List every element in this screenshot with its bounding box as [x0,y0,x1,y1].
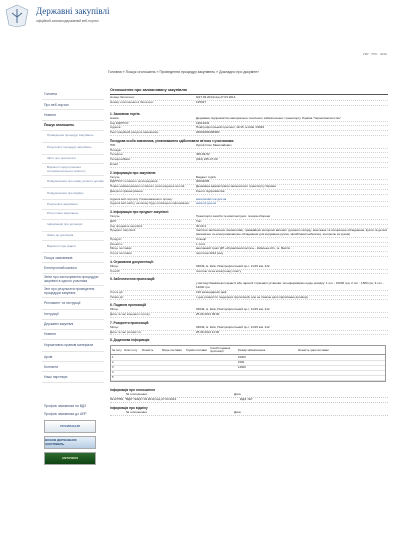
field-value: 26001066296980 [196,130,220,135]
column-header: Кількість грані поставки [298,348,329,352]
announcement-row [110,398,388,403]
field-label: Email: [110,161,119,166]
sidebar-item[interactable]: Новини [42,110,104,120]
field-value: 9(27.03.2014) від 27.03.2014 [196,95,236,100]
sidebar-item[interactable]: Повідомлення про намір укласти договір [42,176,104,188]
table-cell: 5 [112,376,114,380]
field-value: протягом 2014 року [196,251,224,256]
field-value: вантажний пункт ДП «Укрзалізничпостач» - Київська обл., м. Фастів [196,246,290,251]
field-label: Дата та час кінцевого строку: [110,312,151,317]
section-title: Посадова особа замовника, уповноважена здійснювати зв'язок з учасниками: [110,138,235,143]
section-title: 7. Розкриття пропозицій [110,320,149,325]
site-title: Державні закупівлі [36,6,110,16]
title-divider [110,94,388,95]
field-row [110,296,388,301]
field-label: Місце: [110,307,119,312]
field-label: Посада: [110,147,122,152]
sidebar-item[interactable]: Контакти [42,362,104,372]
sidebar-item[interactable]: Зміни до договорів [42,232,104,242]
section-title: Інформація про відміну [110,406,148,411]
field-value: (044) 245-47-09 [196,157,218,162]
field-label: Умови дії: [110,294,124,299]
field-label: Номер оголошення в бюлетені: [110,100,154,105]
table-cell: 14000 [238,366,246,370]
field-link[interactable]: www.tender.me.gov.ua [196,196,227,201]
table-cell: 2 [112,360,114,364]
column-header: Термін поставки [186,348,208,352]
field-label: ДКП: [110,218,117,223]
field-value: Тип: [196,218,202,223]
field-value: Повітрофлотський проспект, 11/15, м.Київ, 03049 [196,125,265,130]
field-value: 120 календарних днів [196,289,227,294]
field-row [110,252,388,257]
field-value: 1 лота [196,241,205,246]
field-label: Адреса веб-порталу Уповноваженого органу: [110,196,173,201]
field-value: 03049, м. Київ, Повітрофлотський пр-т, 11/15 кім. 212 [196,307,270,312]
section-title: 2. Інформація про закупівлю [110,170,156,175]
table-cell: 3 [112,366,114,370]
field-value: 25.06.2014 11:00 [196,329,220,334]
sidebar-item[interactable]: Новини [42,330,104,340]
field-value: 465-69-52 [196,152,210,157]
field-label: Строк поставки: [110,251,133,256]
field-value: 125327 [196,100,207,105]
column-header: Спосіб подання пропозиції [210,346,231,354]
sidebar-item[interactable]: Результати процедур закупівель [42,143,104,155]
sidebar-item[interactable]: Пошук оголошень [42,121,104,131]
sidebar-item[interactable]: Архів [42,352,104,362]
lots-table-header [111,346,385,355]
field-label: Місце: [110,324,119,329]
sidebar-item[interactable]: Регламент та інструкції [42,298,104,310]
field-value: у вигляді банківської гарантії або гарантії страхової установи; за інформацією щодо розміру: 1 лот - 15000 грн; 2 лот - 1500 грн; 3 лот - 14000 грн [196,281,384,290]
field-value: з дня розкриття тендерних пропозицій, але не пізніше дати підписання договору [196,294,309,299]
section-title: 4. Отримання документації: [110,259,154,264]
announcement-ref[interactable]: №147581, "ВДЗ" №9(27.03.2014) від 27.03.2014 [110,397,177,402]
table-cell: 4 [112,371,114,375]
document-title: Оголошення про заплановану закупівлю [110,88,187,92]
column-header: Кількість [142,348,154,352]
field-link[interactable]: www.uz.gov.ua [196,201,216,206]
field-row [110,202,388,207]
field-value: Державна адміністрація залізничного транспорту України [196,184,276,189]
sidebar-item[interactable]: Звіти про застосування процедури закупівлі в одного учасника [42,274,104,286]
field-row [110,313,388,318]
column-header: Опис лоту [124,348,138,352]
field-value: Бюджет торгів [196,174,216,179]
lots-table [110,345,386,382]
field-value: 03049, м. Київ, Повітрофлотський пр-т, 11/15 кім. 212 [196,324,270,329]
field-label: Продукт: [110,236,123,241]
column-header: Дата [234,410,241,415]
sidebar-item[interactable]: Відомості щодо рішення Антимонопольного комітету [42,164,104,176]
field-label: Місце поставки: [110,246,133,251]
sidebar-item[interactable]: Інструкції [42,310,104,320]
emblem-icon [4,4,30,28]
lang-ukr-link[interactable]: УКР [362,52,369,56]
field-value: поштою та на електронну пошту [196,268,242,273]
field-label: Кількість: [110,241,123,246]
sidebar-item[interactable]: Пошук замовників [42,253,104,263]
field-value [196,163,388,167]
sidebar-item[interactable]: Головна [42,90,104,100]
banner-area [44,404,100,468]
field-row [110,131,388,136]
column-header: Місце поставки [162,348,182,352]
column-header: № оголошення [126,392,147,397]
field-value: Транспорти засоби та комплектуючі, техніка оборони [196,214,271,219]
column-header: Розмір забезпечення [238,348,266,352]
lang-eng-link[interactable]: ENG [380,52,387,56]
field-label: Адреса веб-сайту, на якому буде розміщено інформацію: [110,201,190,206]
profile-link-vdz[interactable]: Профіль замовника на ВДЗ [44,404,87,408]
announcement-date: ЄДЗ, №7 [240,397,253,402]
sidebar-item[interactable]: Результати закупівель [42,200,104,210]
field-label: Галузь: [110,214,121,219]
field-label: Реєстраційний рахунок замовника: [110,130,159,135]
field-label: Предмет закупівлі: [110,228,136,233]
section-title: 8. Додаткова інформація [110,338,150,343]
sidebar-item[interactable]: Наші партнери [42,372,104,382]
field-value: Державне підприємство матеріально-технічного забезпечення і транспорту Україна "Укрзалізничпостач" [196,115,342,120]
sidebar-item[interactable]: Про веб-портал [42,100,104,110]
field-row [110,229,388,238]
section-title: 1. Замовник торгів. [110,111,141,116]
table-cell: 1 [112,355,114,359]
field-label: ПІБ: [110,142,116,147]
column-header: № лоту [112,348,122,352]
column-header: № оголошення [126,410,147,415]
field-label: Адреса: [110,125,122,130]
field-value [196,149,388,153]
table-cell: 15000 [238,355,246,359]
site-subtitle: офіційний загальнодержавний веб-портал [36,19,99,23]
banner-posylannia[interactable]: ПОСИЛАННЯ [44,420,96,433]
field-label: Код предмета закупівлі: [110,223,144,228]
sidebar-item[interactable]: Звіт про результати проведення процедури закупівлі [42,286,104,298]
field-value: 03049, м. Київ, Повітрофлотський пр-т, 11/15 кім. 212 [196,263,270,268]
site-header [0,0,401,62]
field-label: Код ЄДРПОУ: [110,120,130,125]
field-label: Назва: [110,115,120,120]
sidebar-item[interactable]: Повідомлення про відміну [42,188,104,200]
cancellation-header-row [110,411,388,416]
sidebar-item[interactable]: Державні закупівлі [42,320,104,330]
field-label: Номер бюлетеня: [110,95,135,100]
section-title: 3. Інформація про предмет закупівлі: [110,210,169,215]
document-content [110,88,388,416]
field-label: ЄДРПОУ головного розпорядника: [110,179,159,184]
table-cell: 1500 [238,360,245,364]
section-title: 5. Забезпечення пропозицій [110,277,155,282]
field-row [110,331,388,336]
column-header: Дата [234,392,241,397]
sidebar-item[interactable]: Інформація про договори [42,220,104,232]
banner-antivirus[interactable]: ANTIVIRUS [44,452,96,465]
field-label: Джерело фінансування: [110,188,144,193]
field-value: 19014632 [196,120,210,125]
field-value: 30.20.4 [196,223,207,228]
sidebar-nav [42,90,104,383]
language-links [363,53,387,57]
field-label: Місце: [110,263,119,268]
lang-rus-link[interactable]: РУС [371,52,378,56]
sidebar-item[interactable]: Нормативно-правові матеріали [42,340,104,352]
field-row [110,163,388,168]
profile-link-apr[interactable]: Профіль замовника до АПР [44,412,87,417]
field-label: Дата та час розкриття: [110,329,142,334]
field-label: Строк дії: [110,289,124,294]
section-title: Інформація про оголошення [110,388,155,393]
section-title: 6. Подання пропозицій [110,303,147,308]
banner-visnyk[interactable]: ВІСНИК ДЕРЖАВНИХ ЗАКУПІВЕЛЬ [44,436,96,449]
table-row [111,376,385,381]
field-value: 25.06.2014 09:00 [196,312,220,317]
field-value: 00034095 [196,179,210,184]
field-label: Спосіб: [110,268,121,273]
field-row [110,270,388,275]
field-value: Кошти підприємства [196,188,225,193]
field-value: Частини залізничних локомотивів, трамвайних моторних вагонів i рухомого складу; монтажне та спеціальне обладнання, вузли та деталі (механічне та електромеханічне обладнання для керування рухом, запобігання небезпеці, контролю за рухом) [196,228,388,237]
field-label [110,282,196,290]
sidebar-item[interactable]: Звіти про результати [42,155,104,165]
sidebar-item[interactable]: Річні плани закупівель [42,210,104,220]
breadcrumb[interactable]: Головна » Пошук оголошень » Проведення процедур закупівель » Докладно про документ [108,70,259,74]
field-value: Лупей Олег Миколайович [196,142,232,147]
field-label: Телефон/Факс: [110,157,131,162]
field-label: Телефон: [110,152,124,157]
field-row [110,282,388,291]
sidebar-item[interactable]: Відомості про скарги [42,241,104,253]
sidebar-item[interactable]: Проведення процедур закупівель [42,131,104,143]
sidebar-item[interactable]: Електронний каталог [42,263,104,273]
field-label: Галузь: [110,174,121,179]
field-value: Станції [196,236,207,241]
field-label: Повне найменування головного розпорядника коштів: [110,184,186,189]
